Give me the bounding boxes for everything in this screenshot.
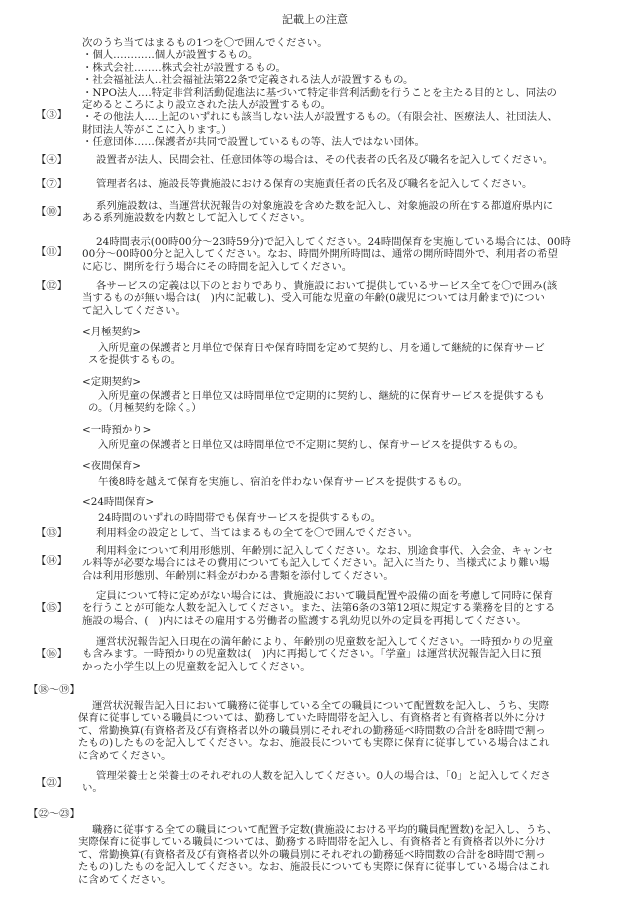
item-text: [98, 439, 610, 451]
section-text: [82, 545, 607, 582]
text-line: て、常勤換算(有資格者及び有資格者以外の職員別にそれぞれの勤務延べ時間数の合計を8時間で割っ: [78, 848, 546, 861]
page-title: 記載上の注意: [282, 13, 348, 26]
section-label: 【⑪】: [36, 246, 68, 258]
section-label: 【⑱～⑲】: [28, 684, 80, 696]
section-text: [82, 200, 607, 225]
text-line: に含めてください。: [78, 749, 172, 762]
text-line: 系列施設数は、当運営状況報告の対象施設を含めた数を記入し、対象施設の所在する都道府県内に: [96, 200, 554, 212]
text-line: 運営状況報告記入日において職務に従事している全ての職員について配置数を記入し、うち、実際: [92, 700, 549, 712]
text-line: 施設の場合、( )内にはその雇用する労働者の監護する乳幼児以外の定員を再掲してください。: [82, 614, 527, 627]
text-line: 24時間表示(00時00分～23時59分)で記入してください。24時間保育を実施している場合には、00時: [96, 236, 571, 248]
text-line: の。（月極契約を除く。）: [88, 402, 202, 415]
text-line: 入所児童の保護者と月単位で保育日や保育時間を定めて契約し、月を通して継続的に保育サービ: [98, 342, 545, 354]
section-label: 【④】: [36, 154, 68, 166]
section-label: 【㉒～㉓】: [28, 808, 80, 820]
section-text: [78, 700, 603, 762]
text-line: て記入してください。: [82, 304, 186, 317]
section-text: [82, 770, 607, 795]
text-line: 職務に従事する全ての職員について配置予定数(貴施設における平均的職員配置数)を記入し、うち、: [92, 824, 558, 836]
text-line: を行うことが可能な人数を記入してください。また、法第6条の3第12項に規定する業務を目的とする: [82, 602, 556, 615]
section-label: 【③】: [36, 109, 68, 121]
text-line: も含みます。一時預かりの児童数は( )内に再掲してください。「学童」は運営状況報告記入日に預: [82, 648, 542, 661]
item-text: [98, 512, 610, 524]
text-line: 設置者が法人、民間会社、任意団体等の場合は、その代表者の氏名及び職名を記入してください。: [96, 154, 554, 166]
section-text: [82, 37, 607, 149]
text-line: 各サービスの定義は以下のとおりであり、貴施設において提供しているサービス全てを〇で囲み(該: [96, 280, 558, 292]
text-line: 保育に従事している職員については、勤務していた時間帯を記入し、有資格者と有資格者以外に分け: [78, 712, 546, 725]
text-line: ル料等が必要な場合にはその費用についても記入してください。記入に当たり、当様式により難い場: [82, 557, 550, 570]
item-heading: <月極契約>: [82, 326, 141, 338]
text-line: 入所児童の保護者と日単位又は時間単位で不定期に契約し、保育サービスを提供するもの。: [98, 439, 524, 451]
section-label: 【⑭】: [36, 555, 68, 567]
text-line: 管理栄養士と栄養士のそれぞれの人数を記入してください。0人の場合は、「0」と記入してくださ: [96, 770, 551, 782]
text-line: スを提供するもの。: [88, 354, 182, 367]
text-line: ある系列施設数を内数として記入してください。: [82, 212, 311, 225]
text-line: 24時間のいずれの時間帯でも保育サービスを提供するもの。: [98, 512, 381, 524]
text-line: て、常勤換算(有資格者及び有資格者以外の職員別にそれぞれの勤務延べ時間数の合計を8時間で割っ: [78, 724, 546, 737]
text-line: 次のうち当てはまるもの1つを〇で囲んでください。: [82, 37, 328, 49]
text-line: 運営状況報告記入日現在の満年齢により、年齢別の児童数を記入してください。一時預かりの児童: [96, 636, 554, 648]
text-line: 午後8時を越えて保育を実施し、宿泊を伴わない保育サービスを提供するもの。: [98, 476, 468, 488]
text-line: 利用料金の設定として、当てはまるもの全てを〇で囲んでください。: [96, 527, 418, 539]
text-line: 財団法人等がここに入ります。）: [82, 123, 232, 136]
text-line: 合は利用形態別、年齢別に料金がわかる書類を添付してください。: [82, 569, 394, 582]
text-line: に含めてください。: [78, 873, 172, 886]
text-line: ・個人‥‥‥‥‥‥個人が設置するもの。: [82, 49, 259, 62]
item-heading: <24時間保育>: [82, 496, 155, 508]
section-label: 【㉑】: [36, 777, 68, 789]
text-line: たもの)したものを記入してください。なお、施設長についても実際に保育に従事している場合はこれ: [78, 737, 550, 750]
section-label: 【⑮】: [36, 602, 68, 614]
text-line: 00分～00時00分と記入してください。なお、時間外開所時間は、通常の開所時間外で、利用者の希望: [82, 248, 558, 261]
text-line: たもの)したものを記入してください。なお、施設長についても実際に保育に従事している場合はこれ: [78, 861, 550, 874]
text-line: 実際保育に従事している職員については、勤務する時間帯を記入し、有資格者と有資格者以外に分け: [78, 836, 546, 849]
item-heading: <一時預かり>: [82, 424, 152, 436]
text-line: い。: [82, 782, 103, 795]
section-text: [82, 236, 607, 273]
item-text: [88, 342, 610, 367]
text-line: ・NPO法人‥‥特定非営利活動促進法に基づいて特定非営利活動を行うことを主たる目的とし、同法の: [82, 86, 557, 99]
section-label: 【⑩】: [36, 206, 68, 218]
text-line: ・社会福祉法人‥社会福祉法第22条で定義される法人が設置するもの。: [82, 74, 414, 87]
item-heading: <夜間保育>: [82, 460, 141, 472]
item-text: [98, 476, 610, 488]
section-label: 【⑬】: [36, 527, 68, 539]
text-line: 管理者名は、施設長等貴施設における保育の実施責任者の氏名及び職名を記入してください。: [96, 178, 533, 190]
text-line: 定めるところにより設立された法人が設置するもの。: [82, 99, 331, 112]
section-text: [78, 824, 603, 886]
text-line: ・株式会社‥‥‥‥株式会社が設置するもの。: [82, 61, 286, 74]
text-line: 入所児童の保護者と日単位又は時間単位で定期的に契約し、継続的に保育サービスを提供するも: [98, 390, 545, 402]
section-label: 【⑯】: [36, 648, 68, 660]
section-text: [96, 154, 621, 166]
section-text: [82, 636, 607, 673]
section-text: [82, 590, 607, 627]
text-line: ・その他法人‥‥上記のいずれにも該当しない法人が設置するもの。（有限会社、医療法人、社団法人、: [82, 111, 558, 124]
text-line: ・任意団体‥‥‥保護者が共同で設置しているもの等、法人ではない団体。: [82, 136, 425, 149]
text-line: 定員について特に定めがない場合には、貴施設において職員配置や設備の面を考慮して同時に保育: [96, 590, 553, 602]
item-heading: <定期契約>: [82, 376, 141, 388]
section-label: 【⑫】: [36, 280, 68, 292]
text-line: に応じ、開所を行う場合にその時間を記入してください。: [82, 260, 353, 273]
text-line: かった小学生以上の児童数を記入してください。: [82, 660, 311, 673]
section-text: [82, 280, 607, 317]
section-label: 【⑦】: [36, 178, 68, 190]
item-text: [88, 390, 610, 415]
section-text: [96, 178, 621, 190]
text-line: 当するものが無い場合は( )内に記載し)、受入可能な児童の年齢(0歳児については月齢まで)につい: [82, 292, 545, 305]
section-text: [96, 527, 621, 539]
text-line: 利用料金について利用形態別、年齢別に記入してください。なお、別途食事代、入会金、キャンセ: [96, 545, 553, 557]
